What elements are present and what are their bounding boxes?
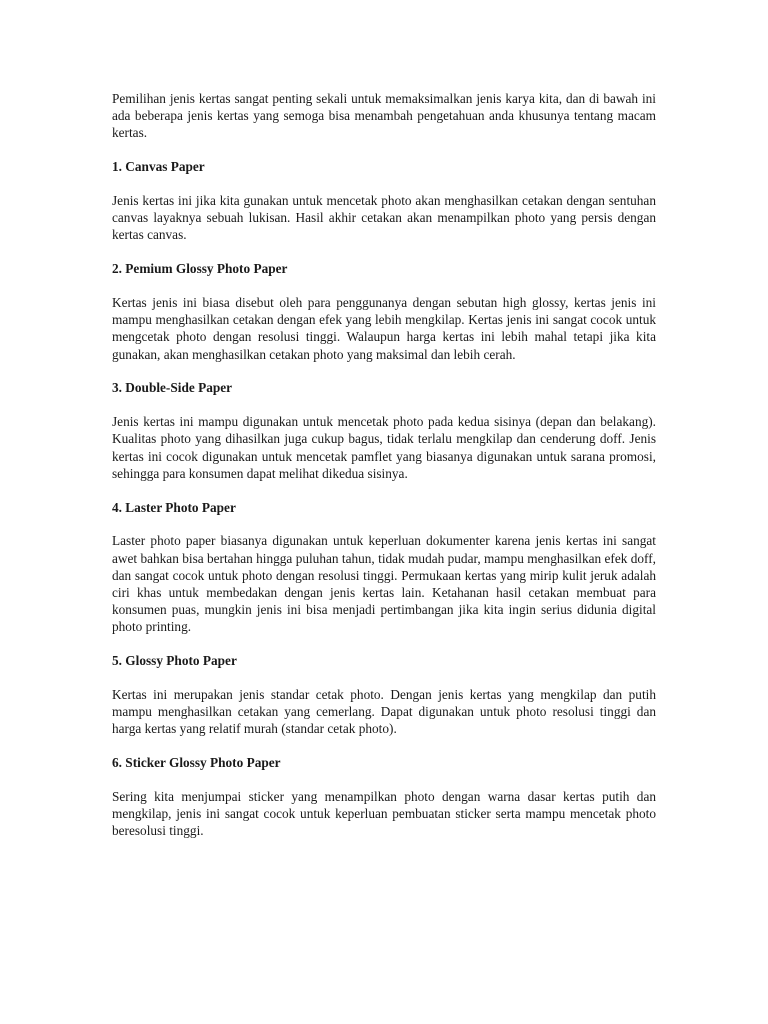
section-heading: 6. Sticker Glossy Photo Paper	[112, 755, 281, 771]
section-body: Kertas jenis ini biasa disebut oleh para penggunanya dengan sebutan high glossy, kertas jenis ini mampu menghasilkan cetakan dengan efek yang lebih mengkilap. Kertas jenis ini sangat cocok untuk mengcetak photo dengan resolusi tinggi. Walaupun harga kertas ini lebih mahal tetapi jika kita gunakan, akan menghasilkan cetakan photo yang maksimal dan lebih cerah.	[112, 295, 656, 362]
section-premium-glossy-photo-paper	[112, 260, 656, 363]
section-heading: 4. Laster Photo Paper	[112, 499, 236, 515]
section-heading: 3. Double-Side Paper	[112, 380, 233, 396]
section-body: Laster photo paper biasanya digunakan untuk keperluan dokumenter karena jenis kertas ini sangat awet bahkan bisa bertahan hingga puluhan tahun, tidak mudah pudar, mampu menghasilkan efek doff, dan sangat cocok untuk photo dengan resolusi tinggi. Permukaan kertas yang mirip kulit jeruk adalah ciri khas untuk membedakan dengan jenis kertas lain. Ketahanan hasil cetakan membuat para konsumen puas, mungkin jenis ini bisa menjadi pertimbangan jika kita ingin serius didunia digital photo printing.	[112, 533, 656, 635]
section-laster-photo-paper	[112, 499, 656, 636]
section-sticker-glossy-photo-paper	[112, 754, 656, 839]
section-canvas-paper	[112, 158, 656, 243]
section-heading: 5. Glossy Photo Paper	[112, 653, 237, 669]
section-heading: 1. Canvas Paper	[112, 159, 205, 175]
section-body: Sering kita menjumpai sticker yang menampilkan photo dengan warna dasar kertas putih dan mengkilap, jenis ini sangat cocok untuk keperluan pembuatan sticker serta mampu mencetak photo beresolusi tinggi.	[112, 789, 656, 839]
intro-paragraph: Pemilihan jenis kertas sangat penting sekali untuk memaksimalkan jenis karya kita, dan di bawah ini ada beberapa jenis kertas yang semoga bisa menambah pengetahuan anda khusunya tentang macam kertas.	[112, 91, 656, 141]
section-glossy-photo-paper	[112, 652, 656, 737]
section-body: Kertas ini merupakan jenis standar cetak photo. Dengan jenis kertas yang mengkilap dan putih mampu menghasilkan cetakan yang cemerlang. Dapat digunakan untuk photo resolusi tinggi dan harga kertas yang relatif murah (standar cetak photo).	[112, 687, 656, 737]
section-body: Jenis kertas ini jika kita gunakan untuk mencetak photo akan menghasilkan cetakan dengan sentuhan canvas layaknya sebuah lukisan. Hasil akhir cetakan akan menampilkan photo yang persis dengan kertas canvas.	[112, 193, 656, 243]
section-double-side-paper	[112, 379, 656, 482]
document-page	[112, 90, 656, 856]
section-heading: 2. Pemium Glossy Photo Paper	[112, 261, 288, 277]
section-body: Jenis kertas ini mampu digunakan untuk mencetak photo pada kedua sisinya (depan dan belakang). Kualitas photo yang dihasilkan juga cukup bagus, tidak terlalu mengkilap dan cenderung doff. Jenis kertas ini cocok digunakan untuk mencetak pamflet yang biasanya digunakan untuk sarana promosi, sehingga para konsumen dapat melihat dikedua sisinya.	[112, 414, 656, 481]
